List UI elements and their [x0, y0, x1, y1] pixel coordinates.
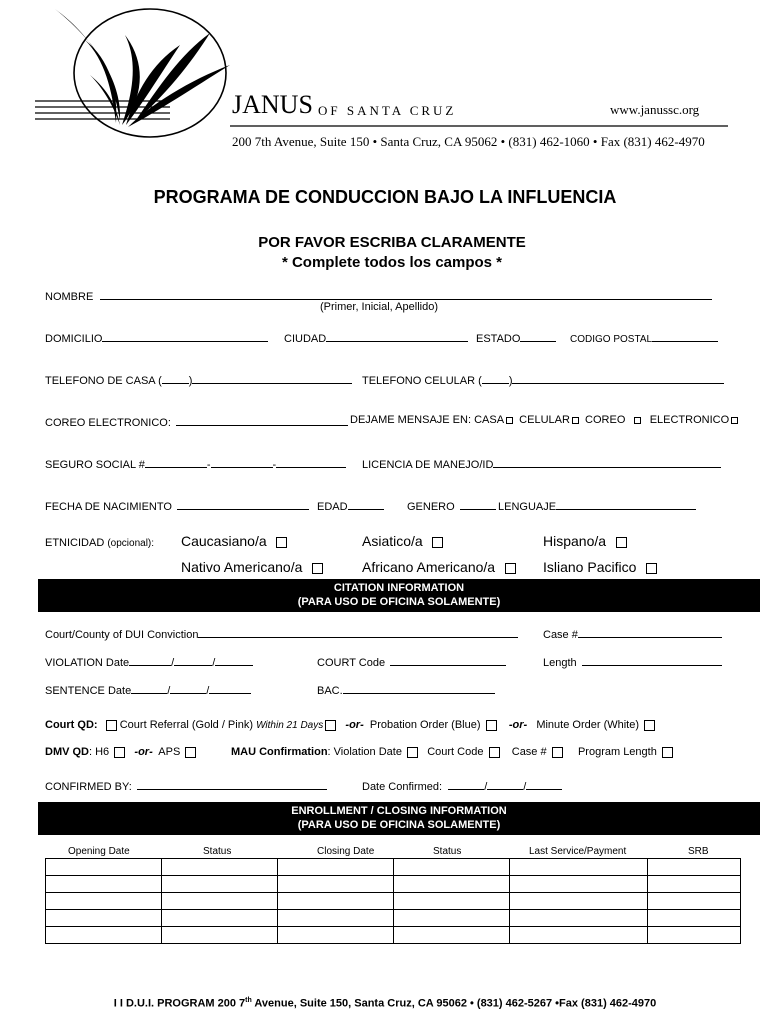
- ethnicity-label: Africano Americano/a: [362, 559, 496, 575]
- table-cell[interactable]: [394, 893, 510, 910]
- court-qd-label: Court QD:: [45, 719, 98, 731]
- citation-header-title: CITATION INFORMATION: [333, 582, 465, 594]
- fecha-nacimiento-label: FECHA DE NACIMIENTO: [45, 501, 172, 513]
- length-label: Length: [543, 657, 577, 669]
- violation-month-line[interactable]: [129, 654, 171, 666]
- case-number-checkbox[interactable]: [552, 747, 563, 758]
- aps-label: APS: [158, 746, 181, 758]
- program-length-checkbox[interactable]: [662, 747, 673, 758]
- footer-superscript: th: [245, 997, 252, 1004]
- table-cell[interactable]: [162, 893, 278, 910]
- h6-label: : H6: [89, 746, 110, 758]
- ciudad-label: CIUDAD: [284, 333, 327, 345]
- etnicidad-label: ETNICIDAD: [45, 537, 105, 549]
- seguro-social-field[interactable]: SEGURO SOCIAL # - -: [45, 456, 346, 471]
- genero-line[interactable]: [460, 498, 496, 510]
- nombre-line[interactable]: [100, 288, 712, 300]
- celular-label: CELULAR: [519, 414, 570, 426]
- court-code-line[interactable]: [390, 654, 506, 666]
- table-cell[interactable]: [394, 859, 510, 876]
- edad-line[interactable]: [348, 498, 384, 510]
- etnicidad-label-group: [45, 537, 154, 549]
- lenguaje-label: LENGUAJE: [498, 501, 557, 513]
- col-last-service-payment: Last Service/Payment: [529, 846, 627, 857]
- dejame-mensaje-label: DEJAME MENSAJE EN: CASA: [350, 414, 505, 426]
- court-code2-label: Court Code: [427, 746, 484, 758]
- case-number-label: Case #: [543, 629, 578, 641]
- minute-order-label: Minute Order (White): [536, 719, 640, 731]
- table-cell[interactable]: [510, 859, 648, 876]
- length-line[interactable]: [582, 654, 722, 666]
- court-code-field[interactable]: [317, 654, 506, 669]
- table-cell[interactable]: [46, 910, 162, 927]
- table-cell[interactable]: [648, 876, 741, 893]
- sentence-month-line[interactable]: [131, 682, 167, 694]
- dmv-qd-label: DMV QD: [45, 746, 89, 758]
- coreo-checkbox[interactable]: [634, 417, 641, 424]
- confirmed-month-line[interactable]: [448, 778, 484, 790]
- lenguaje-line[interactable]: [556, 498, 696, 510]
- ssn-part1-line[interactable]: [145, 456, 207, 468]
- h6-checkbox[interactable]: [114, 747, 125, 758]
- ethnicity-nativo-americano[interactable]: [181, 559, 323, 575]
- org-name: JANUS: [232, 90, 313, 119]
- website: www.janussc.org: [610, 102, 700, 117]
- mau-confirmation-row: [231, 746, 673, 758]
- area-code-line[interactable]: [162, 372, 189, 384]
- domicilio-field[interactable]: [45, 330, 268, 345]
- minute-order-checkbox[interactable]: [644, 720, 655, 731]
- ethnicity-label: Nativo Americano/a: [181, 559, 303, 575]
- nombre-hint: (Primer, Inicial, Apellido): [320, 301, 438, 313]
- telefono-celular-label: TELEFONO CELULAR (: [362, 375, 482, 387]
- table-cell[interactable]: [162, 859, 278, 876]
- table-row: [46, 927, 741, 944]
- estado-label: ESTADO: [476, 333, 521, 345]
- confirmed-by-label: CONFIRMED BY:: [45, 781, 132, 793]
- domicilio-label: DOMICILIO: [45, 333, 103, 345]
- etnicidad-opcional: (opcional):: [107, 538, 155, 549]
- footer-prefix: I I D.U.I. PROGRAM 200 7: [113, 997, 246, 1010]
- length-field[interactable]: [543, 654, 722, 669]
- table-cell[interactable]: [510, 927, 648, 944]
- col-status: Status: [433, 846, 462, 857]
- citation-header-subtitle: (PARA USO DE OFICINA SOLAMENTE): [297, 596, 501, 608]
- ciudad-line[interactable]: [326, 330, 468, 342]
- sentence-year-line[interactable]: [209, 682, 251, 694]
- estado-line[interactable]: [520, 330, 556, 342]
- ethnicity-label: Asiatico/a: [362, 533, 423, 549]
- ethnicity-checkbox[interactable]: [646, 563, 657, 574]
- org-subname: OF SANTA CRUZ: [318, 103, 457, 118]
- subtitle-write-clearly: POR FAVOR ESCRIBA CLARAMENTE: [258, 234, 526, 251]
- telefono-casa-label: TELEFONO DE CASA (: [45, 375, 162, 387]
- coreo-label: COREO: [585, 414, 626, 426]
- col-status: Status: [203, 846, 232, 857]
- date-confirmed-label: Date Confirmed:: [362, 781, 443, 793]
- citation-header-bar: [38, 579, 760, 612]
- court-code-checkbox[interactable]: [489, 747, 500, 758]
- ssn-part2-line[interactable]: [211, 456, 273, 468]
- ethnicity-checkbox[interactable]: [616, 537, 627, 548]
- coreo-electronico-field[interactable]: [45, 414, 348, 429]
- table-row: [46, 893, 741, 910]
- col-opening-date: Opening Date: [68, 846, 130, 857]
- ethnicity-label: Hispano/a: [543, 533, 607, 549]
- ethnicity-africano-americano[interactable]: [362, 559, 516, 575]
- ethnicity-caucasiano[interactable]: [181, 533, 287, 549]
- table-cell[interactable]: [278, 927, 394, 944]
- court-county-field[interactable]: [45, 626, 518, 641]
- footer: [0, 997, 770, 1010]
- electronico-checkbox[interactable]: [731, 417, 738, 424]
- edad-field[interactable]: [317, 498, 384, 513]
- aps-checkbox[interactable]: [185, 747, 196, 758]
- licencia-line[interactable]: [493, 456, 721, 468]
- sentence-date-label: SENTENCE Date: [45, 685, 132, 697]
- mau-confirmation-label: MAU Confirmation: [231, 746, 328, 758]
- table-cell[interactable]: [278, 893, 394, 910]
- table-cell[interactable]: [46, 859, 162, 876]
- court-referral-checkbox[interactable]: [106, 720, 117, 731]
- ethnicity-isliano-pacifico[interactable]: [543, 559, 657, 575]
- dmv-qd-row: [45, 746, 196, 758]
- coreo-electronico-line[interactable]: [176, 414, 348, 426]
- table-cell[interactable]: [162, 927, 278, 944]
- probation-order-label: Probation Order (Blue): [369, 719, 481, 731]
- fecha-nacimiento-line[interactable]: [177, 498, 309, 510]
- table-cell[interactable]: [394, 876, 510, 893]
- table-cell[interactable]: [510, 893, 648, 910]
- court-county-line[interactable]: [198, 626, 518, 638]
- subtitle-complete-all: * Complete todos los campos *: [281, 254, 503, 271]
- case-number-line[interactable]: [578, 626, 722, 638]
- violation-date-label: VIOLATION Date: [45, 657, 130, 669]
- estado-field[interactable]: [476, 330, 556, 345]
- confirmed-by-field[interactable]: [45, 778, 327, 793]
- enrollment-header-bar: [38, 802, 760, 835]
- confirmed-year-line[interactable]: [526, 778, 562, 790]
- violation-date-checkbox[interactable]: [407, 747, 418, 758]
- licencia-field[interactable]: [362, 456, 721, 471]
- within-21-checkbox[interactable]: [325, 720, 336, 731]
- edad-label: EDAD: [317, 501, 348, 513]
- enrollment-header-title: ENROLLMENT / CLOSING INFORMATION: [291, 805, 507, 817]
- telefono-celular-field[interactable]: TELEFONO CELULAR ( ): [362, 372, 724, 387]
- sentence-date-field[interactable]: SENTENCE Date / /: [45, 682, 251, 697]
- cell-area-code-line[interactable]: [482, 372, 509, 384]
- page-title: PROGRAMA DE CONDUCCION BAJO LA INFLUENCIA: [153, 187, 617, 207]
- domicilio-line[interactable]: [102, 330, 268, 342]
- nombre-label: NOMBRE: [45, 291, 94, 303]
- court-county-label: Court/County of DUI Conviction: [45, 629, 199, 641]
- ethnicity-checkbox[interactable]: [505, 563, 516, 574]
- lenguaje-field[interactable]: [498, 498, 696, 513]
- table-cell[interactable]: [648, 927, 741, 944]
- dejame-mensaje-field: [350, 414, 738, 426]
- enrollment-header-subtitle: (PARA USO DE OFICINA SOLAMENTE): [297, 819, 501, 831]
- date-confirmed-field[interactable]: Date Confirmed: / /: [362, 778, 562, 793]
- table-row: [46, 876, 741, 893]
- table-cell[interactable]: [46, 876, 162, 893]
- genero-label: GENERO: [407, 501, 455, 513]
- table-row: [46, 859, 741, 876]
- table-cell[interactable]: [278, 910, 394, 927]
- confirmed-by-line[interactable]: [137, 778, 327, 790]
- codigo-postal-line[interactable]: [652, 330, 718, 342]
- bac-field[interactable]: [317, 682, 495, 697]
- bac-line[interactable]: [343, 682, 495, 694]
- case-number2-label: Case #: [511, 746, 547, 758]
- ciudad-field[interactable]: [284, 330, 468, 345]
- genero-field[interactable]: [407, 498, 496, 513]
- letterhead-address: 200 7th Avenue, Suite 150 • Santa Cruz, CA 95062 • (831) 462-1060 • Fax (831) 462-4970: [232, 134, 705, 149]
- table-cell[interactable]: [46, 893, 162, 910]
- table-cell[interactable]: [46, 927, 162, 944]
- table-cell[interactable]: [278, 876, 394, 893]
- ethnicity-checkbox[interactable]: [432, 537, 443, 548]
- col-srb: SRB: [688, 846, 709, 857]
- ethnicity-hispano[interactable]: [543, 533, 627, 549]
- court-code-label: COURT Code: [317, 657, 386, 669]
- footer-rest: Avenue, Suite 150, Santa Cruz, CA 95062 • (831) 462-5267 •Fax (831) 462-4970: [251, 997, 657, 1010]
- table-cell[interactable]: [648, 893, 741, 910]
- sentence-day-line[interactable]: [170, 682, 206, 694]
- table-cell[interactable]: [648, 910, 741, 927]
- violation-date-field[interactable]: VIOLATION Date / /: [45, 654, 253, 669]
- table-cell[interactable]: [162, 876, 278, 893]
- program-length-label: Program Length: [577, 746, 657, 758]
- court-referral-label: Court Referral (Gold / Pink): [119, 719, 253, 731]
- electronico-label: ELECTRONICO: [649, 414, 730, 426]
- celular-checkbox[interactable]: [572, 417, 579, 424]
- violation-year-line[interactable]: [215, 654, 253, 666]
- within-21-days: Within 21 Days: [256, 720, 324, 731]
- or-separator: -or-: [134, 746, 153, 758]
- coreo-electronico-label: COREO ELECTRONICO:: [45, 417, 171, 429]
- ssn-part3-line[interactable]: [276, 456, 346, 468]
- casa-checkbox[interactable]: [506, 417, 513, 424]
- table-cell[interactable]: [510, 876, 648, 893]
- table-cell[interactable]: [278, 859, 394, 876]
- bac-label: BAC.: [317, 685, 343, 697]
- ethnicity-label: Caucasiano/a: [181, 533, 267, 549]
- ethnicity-checkbox[interactable]: [312, 563, 323, 574]
- case-number-field[interactable]: [543, 626, 722, 641]
- court-qd-row: [45, 719, 655, 731]
- or-separator: -or-: [508, 719, 528, 731]
- janus-logo: [30, 5, 730, 140]
- table-cell[interactable]: [162, 910, 278, 927]
- ethnicity-asiatico[interactable]: [362, 533, 443, 549]
- col-closing-date: Closing Date: [317, 846, 375, 857]
- table-row: [46, 910, 741, 927]
- violation-date2-label: : Violation Date: [327, 746, 402, 758]
- or-separator: -or-: [345, 719, 364, 731]
- table-cell[interactable]: [510, 910, 648, 927]
- licencia-label: LICENCIA DE MANEJO/ID: [362, 459, 494, 471]
- telefono-casa-field[interactable]: TELEFONO DE CASA ( ): [45, 372, 352, 387]
- ethnicity-label: Isliano Pacifico: [543, 559, 637, 575]
- table-cell[interactable]: [648, 859, 741, 876]
- codigo-postal-label: CODIGO POSTAL: [570, 334, 653, 345]
- codigo-postal-field[interactable]: [570, 330, 718, 345]
- table-cell[interactable]: [394, 927, 510, 944]
- seguro-social-label: SEGURO SOCIAL #: [45, 459, 145, 471]
- confirmed-day-line[interactable]: [487, 778, 523, 790]
- telefono-casa-line[interactable]: [192, 372, 352, 384]
- ethnicity-checkbox[interactable]: [276, 537, 287, 548]
- fecha-nacimiento-field[interactable]: [45, 498, 309, 513]
- telefono-celular-line[interactable]: [512, 372, 724, 384]
- enrollment-table: [45, 858, 741, 944]
- probation-order-checkbox[interactable]: [486, 720, 497, 731]
- violation-day-line[interactable]: [174, 654, 212, 666]
- table-cell[interactable]: [394, 910, 510, 927]
